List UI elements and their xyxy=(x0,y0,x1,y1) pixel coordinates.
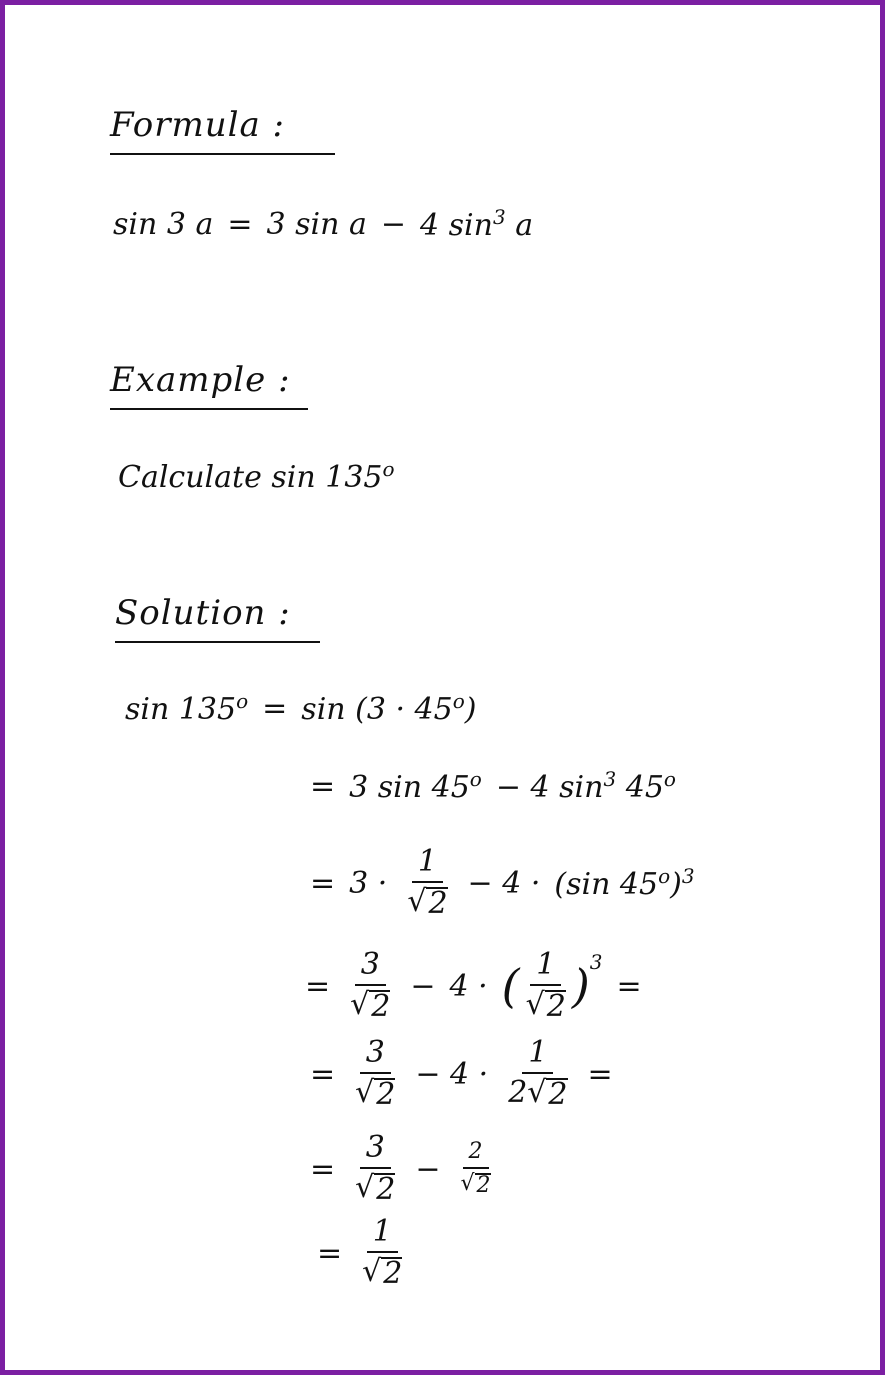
solution-step-4 xyxy=(305,947,642,1024)
step1-lhs: sin 135$^o$ xyxy=(125,689,249,727)
step5-minus: − 4 · xyxy=(415,1056,489,1092)
formula-exponent: 3 xyxy=(492,205,506,229)
formula-heading xyxy=(110,105,335,155)
step3-equals: = xyxy=(310,865,336,901)
solution-heading xyxy=(115,593,320,643)
step6-minus: − xyxy=(415,1151,441,1187)
example-task-text: Calculate sin 135 xyxy=(118,460,383,495)
step3-coeff: 3 · xyxy=(349,865,388,901)
step6-fraction-2: 2 √ 2 xyxy=(460,1139,491,1198)
solution-step-3 xyxy=(310,844,695,921)
step1-equals: = xyxy=(262,690,288,726)
step6-equals: = xyxy=(310,1151,336,1187)
step5-equals: = xyxy=(310,1056,336,1092)
formula-heading-text: Formula : xyxy=(110,105,285,145)
solution-heading-text: Solution : xyxy=(115,593,291,633)
step4-equals-end: = xyxy=(616,968,642,1004)
solution-step-1 xyxy=(125,689,476,727)
example-heading xyxy=(110,360,308,410)
solution-step-6 xyxy=(310,1130,497,1207)
step4-coeff: 4 · xyxy=(449,968,488,1004)
step3-minus: − 4 · xyxy=(467,865,541,901)
step4-paren-group: ( 1 √ 2 ) $^3$ xyxy=(501,947,603,1024)
example-task xyxy=(118,457,395,495)
formula-rhs-term2: 4 $\sin^3 a$ xyxy=(420,205,534,243)
step2-term2: − 4 $\sin^3 45^o$ xyxy=(495,767,676,805)
step5-fraction: 3 √ 2 xyxy=(355,1035,396,1112)
step3-fraction: 1 √ 2 xyxy=(407,844,448,921)
solution-step-2 xyxy=(310,767,676,805)
solution-step-5 xyxy=(310,1035,613,1112)
step7-fraction: 1 √ 2 xyxy=(362,1214,403,1291)
step4-fraction: 3 √ 2 xyxy=(350,947,391,1024)
step2-term1: 3 sin 45$^o$ xyxy=(349,767,482,805)
formula-minus: − xyxy=(380,206,406,242)
degree-mark: o xyxy=(382,457,395,481)
formula-equals: = xyxy=(227,206,253,242)
solution-step-7 xyxy=(317,1214,408,1291)
example-heading-text: Example : xyxy=(110,360,291,400)
step4-equals: = xyxy=(305,968,331,1004)
step2-equals: = xyxy=(310,768,336,804)
step6-fraction: 3 √ 2 xyxy=(355,1130,396,1207)
step5-equals-end: = xyxy=(587,1056,613,1092)
formula-equation xyxy=(113,205,533,243)
step7-equals: = xyxy=(317,1235,343,1271)
formula-lhs: sin 3 a xyxy=(113,206,214,242)
formula-rhs-term1: 3 sin a xyxy=(266,206,367,242)
step1-rhs: $\sin (3 \cdot 45^o)$ xyxy=(301,689,477,727)
step5-fraction-2: 1 2 √ 2 xyxy=(508,1035,568,1112)
step3-paren-term: (sin 45$^o$)$^3$ xyxy=(554,864,695,902)
step4-minus: − xyxy=(410,968,436,1004)
